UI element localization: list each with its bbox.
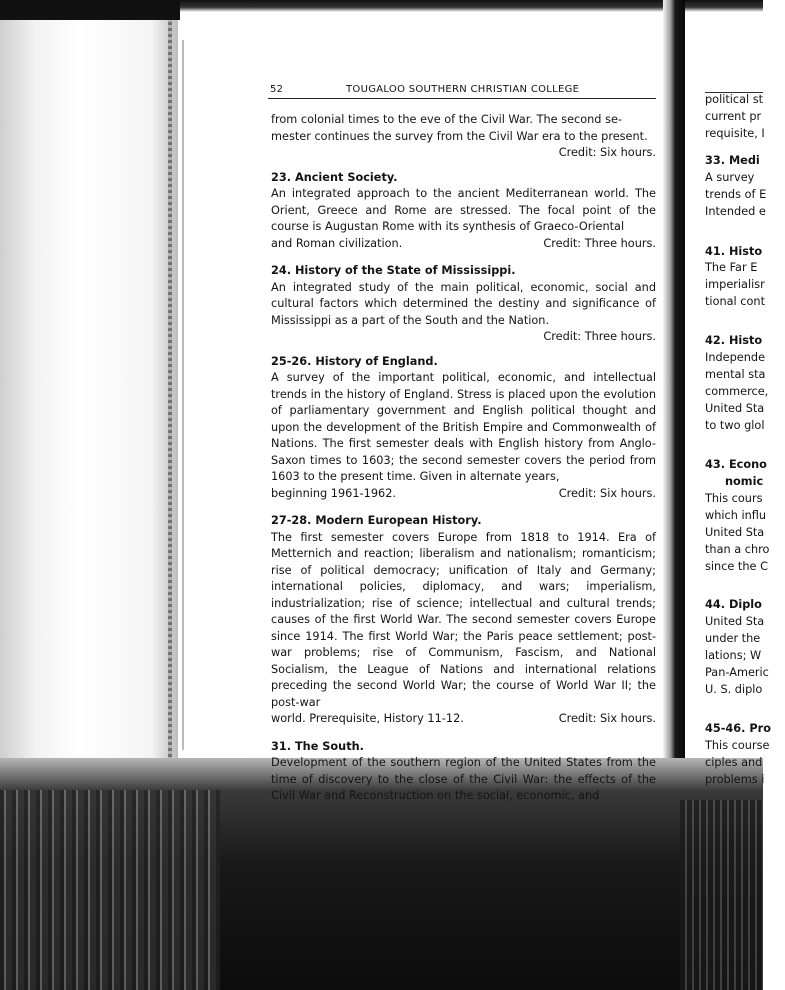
right-page-line: political st: [705, 93, 764, 106]
course-description: A survey of the important political, economic, and intellectual trends in the history of England. Stress is placed upon the evolution of parliamentary government and English political thought and upon the development of the British Empire and Commonwealth of Nations. The first semester deals with English history from Anglo-Saxon times to 1603; the second semester covers the period from 1603 to the present time. Given in alternate years,: [271, 371, 656, 483]
right-page-line: imperialisr: [705, 278, 765, 291]
header-title: TOUGALOO SOUTHERN CHRISTIAN COLLEGE: [346, 84, 580, 95]
right-page-line: current pr: [705, 110, 762, 123]
right-page-line: trends of E: [705, 188, 767, 201]
left-page-body: [271, 112, 656, 805]
course-heading: 24. History of the State of Mississippi.: [271, 264, 516, 277]
course-31: [271, 739, 656, 805]
course-23: [271, 170, 656, 253]
right-page-line: Intended e: [705, 205, 766, 218]
right-page-line: United Sta: [705, 402, 765, 415]
right-page-line: This cours: [705, 492, 763, 505]
right-page-line: since the C: [705, 560, 768, 573]
course-last-line: [271, 486, 656, 503]
right-page-line: lations; W: [705, 649, 762, 662]
course-credit: Credit: Three hours.: [543, 236, 656, 250]
course-heading: 25-26. History of England.: [271, 354, 438, 368]
right-page-line: A survey: [705, 171, 755, 184]
right-page-line: 44. Diplo: [705, 598, 762, 611]
course-description-end: and Roman civilization.: [271, 236, 403, 250]
right-page-line: The Far E: [705, 261, 758, 274]
course-last-line: [271, 236, 656, 253]
right-page-line: which influ: [705, 509, 767, 522]
right-page-line: mental sta: [705, 368, 766, 381]
right-page-line: under the: [705, 632, 761, 645]
right-page-line: Pan-Americ: [705, 666, 769, 679]
right-page-line: U. S. diplo: [705, 683, 763, 696]
scan-top-left-corner: [0, 0, 180, 20]
right-page-line: 41. Histo: [705, 245, 763, 258]
right-page-line: problems i: [705, 773, 765, 786]
scan-left-binding: [168, 10, 172, 760]
course-credit: Credit: Six hours.: [558, 486, 656, 500]
course-credit: Credit: Three hours.: [543, 330, 656, 343]
right-page-line: 45-46. Pro: [705, 722, 771, 735]
scan-bottom-right-pages: [680, 800, 763, 990]
page-number: 52: [270, 84, 284, 95]
right-page-line: requisite, I: [705, 127, 765, 140]
intro-line-2: mester continues the survey from the Civil War era to the present.: [271, 129, 648, 143]
course-heading: 23. Ancient Society.: [271, 170, 398, 184]
course-24: [271, 263, 656, 346]
course-description: The first semester covers Europe from 1818 to 1914. Era of Metternich and reaction; liberalism and nationalism; romanticism; rise of political democracy; unification of Italy and Germany; international policies, diplomacy, and wars; imperialism, industrialization; rise of science; intellectual and cultural trends; causes of the first World War. The second semester covers Europe since 1914. The first World War; the Paris peace settlement; post-war problems; rise of Communism, Fascism, and National Socialism, the League of Nations and international relations preceding the second World War; the course of World War II; the post-war: [271, 530, 656, 709]
right-page-line: 42. Histo: [705, 334, 763, 347]
running-header: [268, 84, 656, 99]
course-description-end: beginning 1961-1962.: [271, 486, 396, 500]
course-heading: 31. The South.: [271, 739, 364, 753]
course-heading: 27-28. Modern European History.: [271, 514, 482, 527]
right-page-line: 43. Econo: [705, 458, 767, 471]
scan-bottom-left-pages: [0, 790, 220, 990]
course-description: Development of the southern region of the United States from the time of discovery to the close of the Civil War: the effects of the Civil War and Reconstruction on the social, economic, and: [271, 756, 656, 802]
course-credit: Credit: Six hours.: [558, 712, 656, 725]
right-page-line: ciples and: [705, 756, 763, 769]
course-25-26: [271, 354, 656, 503]
right-page-line: tional cont: [705, 295, 766, 308]
right-page-line: than a chro: [705, 543, 770, 556]
intro-line-1: from colonial times to the eve of the Civil War. The second se-: [271, 113, 622, 126]
right-page-line: commerce,: [705, 385, 769, 398]
right-page-line: nomic: [725, 475, 764, 488]
course-description: An integrated approach to the ancient Mediterranean world. The Orient, Greece and Rome are stressed. The focal point of the course is Augustan Rome with its synthesis of Graeco-Oriental: [271, 187, 656, 233]
intro-credit: Credit: Six hours.: [558, 146, 656, 159]
right-page-line: This course: [705, 739, 770, 752]
scan-left-binding-line: [182, 40, 184, 750]
scan-left-edge: [0, 0, 178, 760]
right-page-line: to two glol: [705, 419, 765, 432]
course-27-28: [271, 513, 656, 728]
right-page-line: United Sta: [705, 526, 765, 539]
right-page-line: United Sta: [705, 615, 765, 628]
course-description: An integrated study of the main political, economic, social and cultural factors which determined the destiny and significance of Mississippi as a part of the South and the Nation.: [271, 280, 656, 327]
course-description-end: world. Prerequisite, History 11-12.: [271, 712, 464, 725]
right-page-line: Independe: [705, 351, 766, 364]
right-page-line: 33. Medi: [705, 154, 760, 167]
course-last-line: [271, 711, 656, 728]
